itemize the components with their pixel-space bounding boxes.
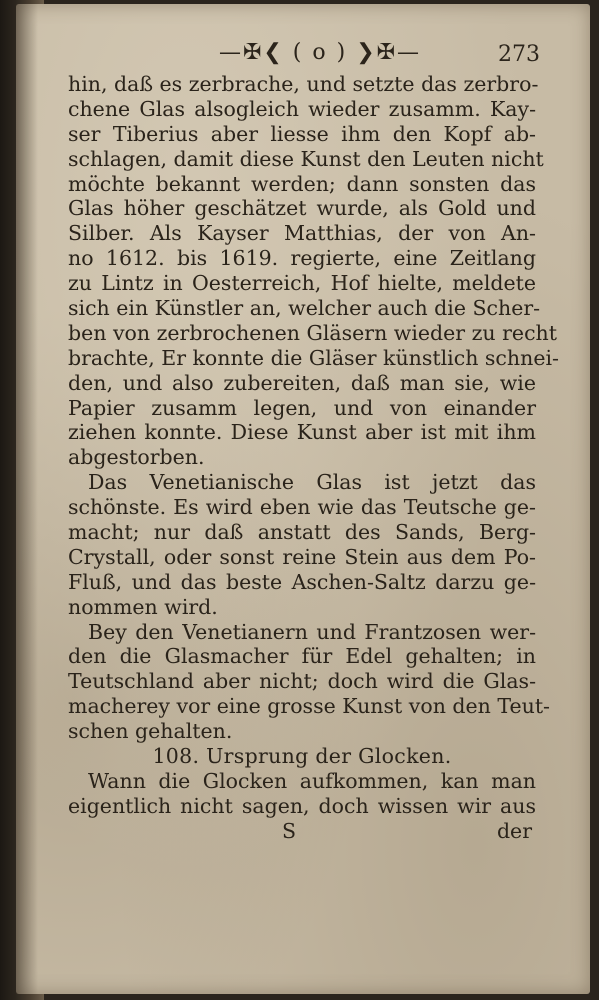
text-line: Papier zusamm legen, und von einander: [68, 395, 536, 420]
text-line: macherey vor eine grosse Kunst von den Teut-: [68, 694, 550, 719]
text-line: brachte, Er konnte die Gläser künstlich schnei-: [68, 345, 559, 370]
section-heading: 108. Ursprung der Glocken.: [152, 744, 452, 769]
text-line: schönste. Es wird eben wie das Teutsche ge-: [68, 495, 536, 520]
text-line: macht; nur daß anstatt des Sands, Berg-: [68, 520, 536, 545]
text-line: ben von zerbrochenen Gläsern wieder zu recht: [68, 320, 557, 345]
text-line: eigentlich nicht sagen, doch wissen wir aus: [68, 793, 536, 818]
catchword: der: [496, 818, 532, 843]
text-line: zu Lintz in Oesterreich, Hof hielte, meldete: [68, 271, 536, 296]
text-line: den, und also zubereiten, daß man sie, wie: [68, 370, 536, 395]
text-line: sich ein Künstler an, welcher auch die Scher-: [68, 296, 541, 321]
text-line: den die Glasmacher für Edel gehalten; in: [68, 644, 536, 669]
paragraph-start: Das Venetianische Glas ist jetzt das: [88, 470, 536, 495]
text-line: chene Glas alsogleich wieder zusamm. Kay-: [68, 96, 536, 121]
text-line: möchte bekannt werden; dann sonsten das: [68, 171, 536, 196]
text-line: nommen wird.: [68, 594, 218, 619]
text-line: Silber. Als Kayser Matthias, der von An-: [68, 221, 536, 246]
page-header: [70, 40, 550, 74]
text-line: schlagen, damit diese Kunst den Leuten nicht: [68, 146, 544, 171]
text-line: hin, daß es zerbrache, und setzte das zerbro-: [68, 72, 539, 96]
text-line: no 1612. bis 1619. regierte, eine Zeitlang: [68, 246, 536, 271]
paragraph-start: Bey den Venetianern und Frantzosen wer-: [88, 619, 536, 644]
page-number: 273: [498, 42, 540, 67]
body-text: [68, 72, 559, 844]
text-line: Teutschland aber nicht; doch wird die Glas-: [68, 669, 536, 694]
paragraph-start: Wann die Glocken aufkommen, kan man: [88, 768, 536, 793]
text-line: Glas höher geschätzet wurde, als Gold und: [68, 196, 536, 221]
page-footer: [68, 819, 536, 844]
text-line: Crystall, oder sonst reine Stein aus dem Po-: [68, 544, 536, 569]
text-line: schen gehalten.: [68, 719, 233, 744]
signature-mark: S: [282, 818, 297, 843]
text-line: abgestorben.: [68, 445, 205, 470]
text-line: ser Tiberius aber liesse ihm den Kopf ab-: [68, 121, 536, 146]
text-line: ziehen konnte. Diese Kunst aber ist mit ihm: [68, 420, 536, 445]
header-ornament: —✠❮ ( o ) ❯✠—: [218, 40, 422, 65]
text-line: Fluß, und das beste Aschen-Saltz darzu ge-: [68, 569, 536, 594]
